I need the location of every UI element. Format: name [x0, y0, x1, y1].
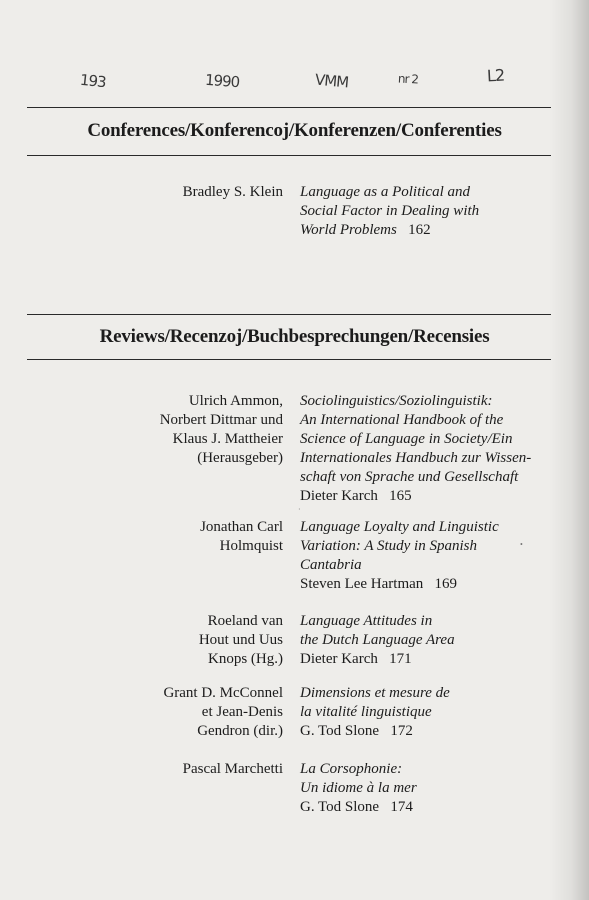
divider-rule [27, 107, 551, 108]
title-line: Variation: A Study in Spanish [300, 538, 477, 554]
title-line: Cantabria [300, 557, 362, 573]
title-line: Language Loyalty and Linguistic [300, 519, 499, 535]
reviewer-name: G. Tod Slone [300, 799, 380, 815]
page-number: 172 [390, 723, 413, 739]
review-reference [300, 575, 585, 594]
author-line: Jonathan Carl [200, 519, 283, 535]
handwritten-annotation [0, 62, 589, 102]
title-line: Un idiome à la mer [300, 780, 417, 796]
author-line: Hout und Uus [198, 632, 283, 648]
entry-author [53, 760, 283, 779]
title-line: Sociolinguistics/Soziolinguistik: [300, 393, 493, 409]
handwritten-journal: VMM [314, 70, 349, 92]
author-line: Gendron (dir.) [197, 723, 283, 739]
entry-author [53, 684, 283, 741]
author-line: Roeland van [207, 613, 283, 629]
reviewer-name: G. Tod Slone [300, 723, 380, 739]
title-line [300, 221, 585, 240]
page-number: 169 [434, 576, 458, 592]
review-reference [300, 650, 585, 669]
entry-author [53, 183, 283, 202]
title-text: World Problems [300, 222, 397, 238]
author-line: Holmquist [219, 538, 283, 554]
entry-work [300, 760, 585, 817]
page-number: 174 [390, 799, 413, 815]
handwritten-number: 193 [79, 70, 107, 92]
entry-work [300, 183, 585, 240]
title-line: Language as a Political and [300, 184, 470, 200]
entry-work [300, 612, 585, 669]
title-line: schaft von Sprache und Gesellschaft [300, 469, 519, 485]
entry-work [300, 518, 585, 594]
title-line: Dimensions et mesure de [300, 685, 450, 701]
author-line: (Herausgeber) [197, 450, 283, 466]
reviewer-name: Dieter Karch [300, 488, 378, 504]
print-speck: • [520, 540, 523, 549]
author-line: Pascal Marchetti [182, 761, 283, 777]
review-reference [300, 798, 585, 817]
handwritten-issue: nr 2 [397, 71, 419, 87]
handwritten-year: 1990 [204, 70, 240, 92]
entry-work [300, 392, 585, 506]
title-line: La Corsophonie: [300, 761, 403, 777]
title-line: Science of Language in Society/Ein [300, 431, 513, 447]
divider-rule [27, 155, 551, 156]
author-line: Ulrich Ammon, [188, 393, 283, 409]
entry-work [300, 684, 585, 741]
section-heading-conferences: Conferences/Konferencoj/Konferenzen/Conferenties [87, 120, 502, 141]
divider-rule [27, 314, 551, 315]
title-line: An International Handbook of the [300, 412, 504, 428]
title-line: la vitalité linguistique [300, 704, 432, 720]
title-line: Internationales Handbuch zur Wissen- [300, 450, 532, 466]
divider-rule [27, 359, 551, 360]
author-line: Grant D. McConnel [163, 685, 283, 701]
title-line: the Dutch Language Area [300, 632, 455, 648]
author-line: Bradley S. Klein [182, 184, 283, 200]
reviewer-name: Dieter Karch [300, 651, 378, 667]
page-number: 162 [408, 222, 431, 238]
entry-author [53, 392, 283, 468]
author-line: Klaus J. Mattheier [172, 431, 283, 447]
section-heading-reviews: Reviews/Recenzoj/Buchbesprechungen/Recensies [99, 326, 490, 347]
review-reference [300, 722, 585, 741]
title-line: Social Factor in Dealing with [300, 203, 480, 219]
author-line: Norbert Dittmar und [159, 412, 283, 428]
title-line: Language Attitudes in [300, 613, 433, 629]
review-reference [300, 487, 585, 506]
author-line: et Jean-Denis [201, 704, 283, 720]
entry-author [53, 518, 283, 556]
page-number: 165 [389, 488, 412, 504]
reviewer-name: Steven Lee Hartman [300, 576, 424, 592]
author-line: Knops (Hg.) [208, 651, 283, 667]
page-number: 171 [389, 651, 412, 667]
entry-author [53, 612, 283, 669]
handwritten-code: L2 [486, 65, 505, 86]
print-speck: · [298, 505, 301, 514]
